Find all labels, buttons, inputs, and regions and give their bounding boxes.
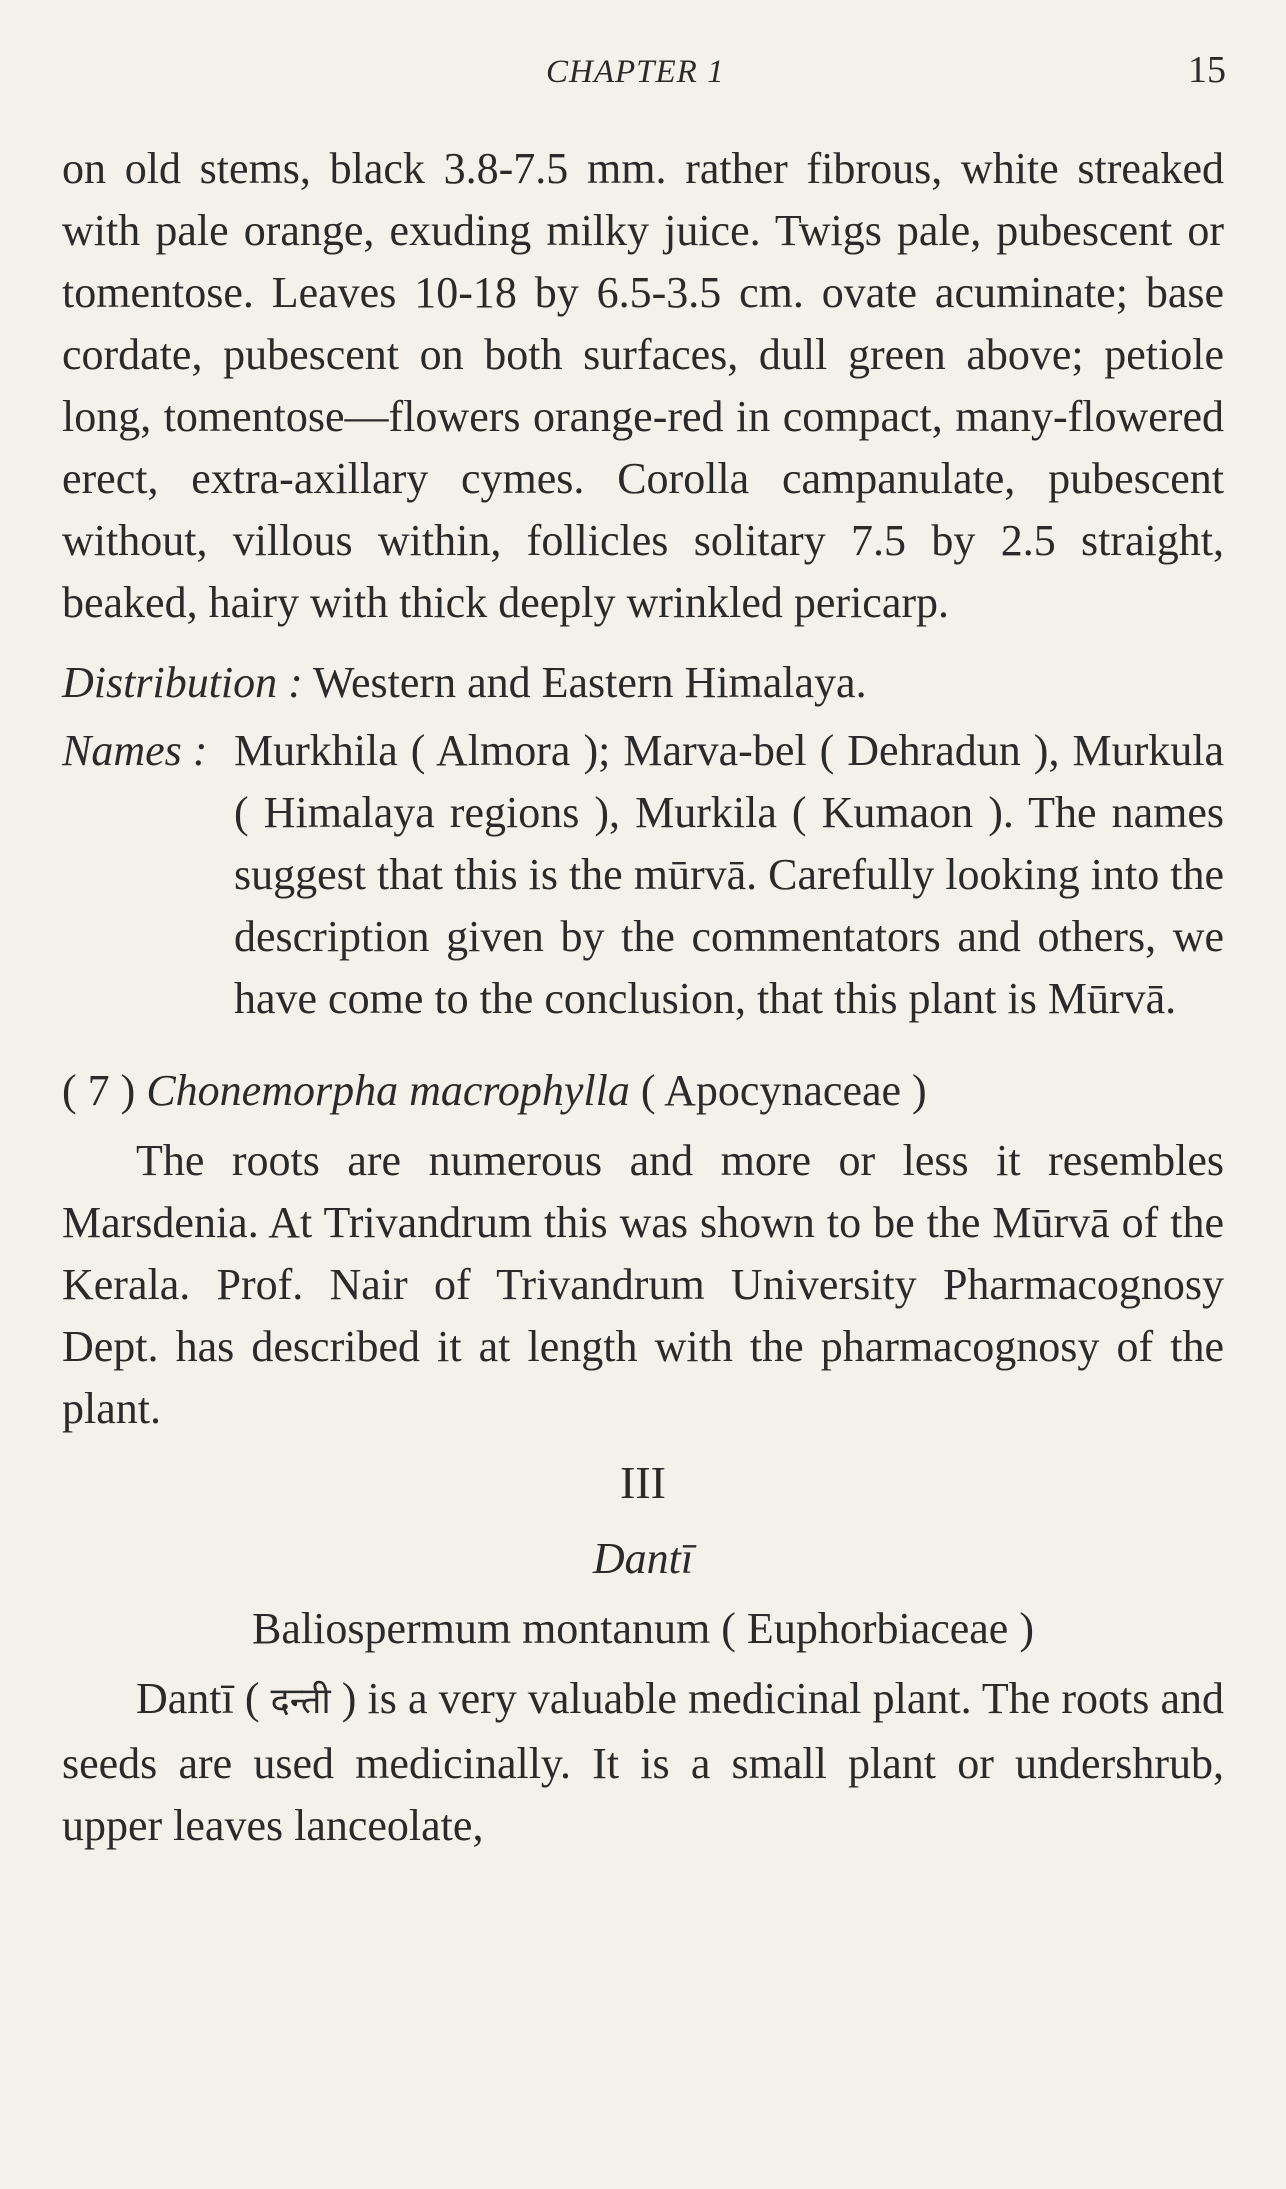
section-title: Dantī [592, 1534, 694, 1583]
page-number: 15 [1188, 49, 1226, 91]
distribution-label: Distribution : [62, 658, 303, 707]
species-number: ( 7 ) [62, 1066, 136, 1115]
species-name: Chonemorpha macrophylla [146, 1066, 630, 1115]
page-header [0, 48, 1286, 98]
names-block [62, 720, 1224, 1030]
section-numeral: III [620, 1457, 666, 1508]
running-head: CHAPTER 1 [546, 54, 725, 90]
species-heading [62, 1060, 1224, 1122]
danti-start: Dantī ( [136, 1674, 260, 1723]
danti-paragraph [62, 1668, 1224, 1857]
section-botanical-name: Baliospermum montanum ( Euphorbiaceae ) [252, 1604, 1034, 1653]
danti-devanagari: दन्ती [270, 1681, 331, 1722]
distribution-line [62, 652, 1224, 714]
species-family: ( Apocynaceae ) [640, 1066, 927, 1115]
danti-rest: ) is a very valuable medicinal plant. The roots and seeds are used medicinally. It is a small plant or undershrub, upper leaves lanceolate, [62, 1674, 1225, 1850]
distribution-text: Western and Eastern Himalaya. [313, 658, 867, 707]
description-paragraph: on old stems, black 3.8-7.5 mm. rather fibrous, white streaked with pale orange, exuding milky juice. Twigs pale, pubescent or tomentose. Leaves 10-18 by 6.5-3.5 cm. ovate acuminate; base cordate, pubescent on both surfaces, dull green above; petiole long, tomentose—flowers orange-red in compact, many-flowered erect, extra-axillary cymes. Corolla campanulate, pubescent without, villous within, follicles solitary 7.5 by 2.5 straight, beaked, hairy with thick deeply wrinkled pericarp. [62, 144, 1224, 627]
page-body [62, 138, 1224, 1857]
names-label: Names : [62, 726, 208, 775]
chonemorpha-paragraph: The roots are numerous and more or less it resembles Marsdenia. At Trivandrum this was shown to be the Mūrvā of the Kerala. Prof. Nair of Trivandrum University Pharmacognosy Dept. has described it at length with the pharmacognosy of the plant. [62, 1136, 1224, 1433]
names-text: Murkhila ( Almora ); Marva-bel ( Dehradun ), Murkula ( Himalaya regions ), Murkila ( Kumaon ). The names suggest that this is the mūrvā. Carefully looking into the description given by the commentators and others, we have come to the conclusion, that this plant is Mūrvā. [234, 726, 1224, 1023]
